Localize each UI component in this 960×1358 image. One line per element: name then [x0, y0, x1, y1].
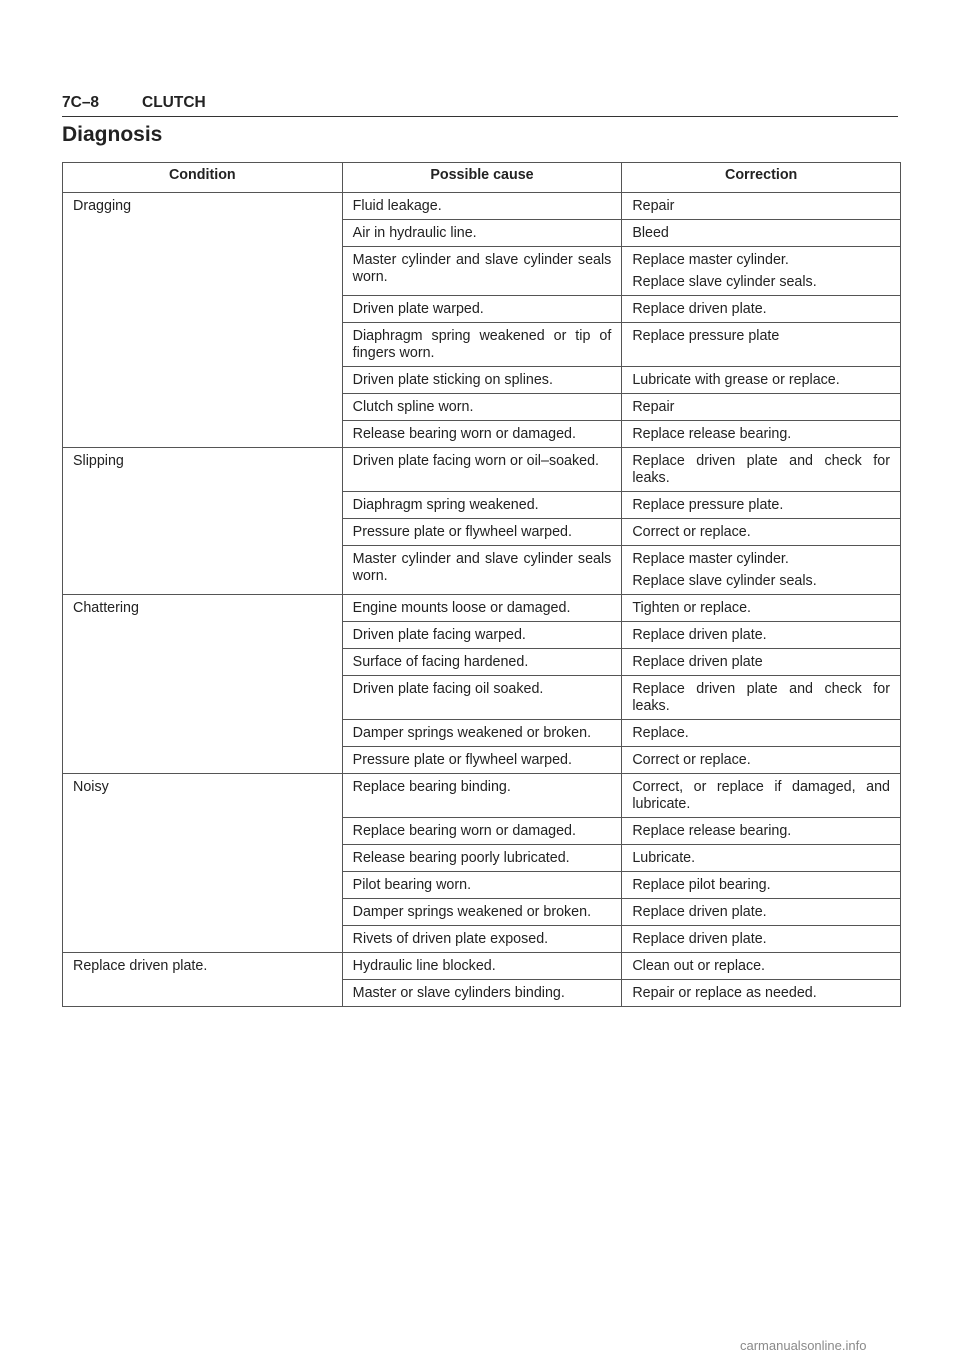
- correction-cell: [622, 720, 901, 747]
- correction-cell: [622, 980, 901, 1007]
- correction-line: Replace driven plate.: [632, 931, 767, 947]
- correction-cell: [622, 323, 901, 367]
- correction-cell: [622, 845, 901, 872]
- correction-cell: [622, 492, 901, 519]
- condition-cell: Replace driven plate.: [63, 953, 343, 1007]
- cause-cell: Pressure plate or flywheel warped.: [342, 519, 622, 546]
- correction-cell: [622, 899, 901, 926]
- cause-cell: Damper springs weakened or broken.: [342, 720, 622, 747]
- correction-line: Replace pilot bearing.: [632, 877, 771, 893]
- correction-line: Replace.: [632, 725, 689, 741]
- column-header-condition: Condition: [63, 163, 343, 193]
- correction-cell: [622, 622, 901, 649]
- correction-line: Replace release bearing.: [632, 823, 792, 839]
- cause-cell: Rivets of driven plate exposed.: [342, 926, 622, 953]
- correction-cell: [622, 546, 901, 595]
- cause-cell: Driven plate facing warped.: [342, 622, 622, 649]
- cause-cell: Master cylinder and slave cylinder seals worn.: [342, 546, 622, 595]
- correction-line: Clean out or replace.: [632, 958, 766, 974]
- condition-cell: Chattering: [63, 595, 343, 774]
- correction-cell: [622, 296, 901, 323]
- condition-cell: Dragging: [63, 193, 343, 448]
- cause-cell: Fluid leakage.: [342, 193, 622, 220]
- correction-cell: [622, 595, 901, 622]
- table-row: [63, 448, 901, 492]
- column-header-cause: Possible cause: [342, 163, 622, 193]
- correction-line: Replace pressure plate: [632, 328, 780, 344]
- correction-line: Replace driven plate.: [632, 627, 767, 643]
- correction-line: Lubricate with grease or replace.: [632, 372, 840, 388]
- watermark: carmanualsonline.info: [740, 1338, 867, 1353]
- cause-cell: Surface of facing hardened.: [342, 649, 622, 676]
- correction-line: Replace slave cylinder seals.: [632, 274, 817, 290]
- column-header-correction: Correction: [622, 163, 901, 193]
- correction-cell: [622, 519, 901, 546]
- correction-line: Correct, or replace if damaged, and lubricate.: [632, 779, 890, 812]
- correction-line: Replace driven plate and check for leaks.: [632, 681, 890, 714]
- condition-cell: Noisy: [63, 774, 343, 953]
- cause-cell: Diaphragm spring weakened or tip of fingers worn.: [342, 323, 622, 367]
- correction-line: Tighten or replace.: [632, 600, 751, 616]
- table-row: [63, 193, 901, 220]
- cause-cell: Driven plate facing worn or oil–soaked.: [342, 448, 622, 492]
- cause-cell: Pilot bearing worn.: [342, 872, 622, 899]
- correction-cell: [622, 367, 901, 394]
- table-row: [63, 595, 901, 622]
- cause-cell: Air in hydraulic line.: [342, 220, 622, 247]
- table-row: [63, 953, 901, 980]
- correction-cell: [622, 818, 901, 845]
- cause-cell: Driven plate warped.: [342, 296, 622, 323]
- cause-cell: Diaphragm spring weakened.: [342, 492, 622, 519]
- cause-cell: Replace bearing worn or damaged.: [342, 818, 622, 845]
- table-header-row: [63, 163, 901, 193]
- correction-line: Lubricate.: [632, 850, 696, 866]
- correction-cell: [622, 193, 901, 220]
- correction-line: Bleed: [632, 225, 669, 241]
- correction-cell: [622, 676, 901, 720]
- cause-cell: Driven plate facing oil soaked.: [342, 676, 622, 720]
- cause-cell: Clutch spline worn.: [342, 394, 622, 421]
- correction-line: Correct or replace.: [632, 752, 751, 768]
- cause-cell: Hydraulic line blocked.: [342, 953, 622, 980]
- correction-line: Replace driven plate.: [632, 904, 767, 920]
- correction-line: Replace driven plate: [632, 654, 763, 670]
- condition-cell: Slipping: [63, 448, 343, 595]
- correction-cell: [622, 220, 901, 247]
- correction-cell: [622, 926, 901, 953]
- correction-line: Replace driven plate.: [632, 301, 767, 317]
- correction-cell: [622, 872, 901, 899]
- correction-line: Repair: [632, 399, 675, 415]
- correction-line: Replace master cylinder.: [632, 551, 789, 567]
- cause-cell: Master cylinder and slave cylinder seals worn.: [342, 247, 622, 296]
- correction-cell: [622, 649, 901, 676]
- correction-line: Replace master cylinder.: [632, 252, 789, 268]
- cause-cell: Release bearing poorly lubricated.: [342, 845, 622, 872]
- cause-cell: Replace bearing binding.: [342, 774, 622, 818]
- page-header: [62, 92, 898, 117]
- cause-cell: Engine mounts loose or damaged.: [342, 595, 622, 622]
- correction-line: Replace release bearing.: [632, 426, 792, 442]
- correction-cell: [622, 448, 901, 492]
- page-number: 7C–8: [62, 94, 100, 111]
- correction-cell: [622, 747, 901, 774]
- cause-cell: Release bearing worn or damaged.: [342, 421, 622, 448]
- correction-line: Correct or replace.: [632, 524, 751, 540]
- correction-line: Replace driven plate and check for leaks.: [632, 453, 890, 486]
- correction-cell: [622, 247, 901, 296]
- correction-cell: [622, 774, 901, 818]
- cause-cell: Damper springs weakened or broken.: [342, 899, 622, 926]
- cause-cell: Master or slave cylinders binding.: [342, 980, 622, 1007]
- cause-cell: Driven plate sticking on splines.: [342, 367, 622, 394]
- correction-line: Replace pressure plate.: [632, 497, 784, 513]
- correction-line: Replace slave cylinder seals.: [632, 573, 817, 589]
- correction-cell: [622, 394, 901, 421]
- correction-cell: [622, 421, 901, 448]
- page-title: Diagnosis: [62, 123, 163, 146]
- diagnosis-table: [62, 162, 901, 1007]
- correction-cell: [622, 953, 901, 980]
- correction-line: Repair or replace as needed.: [632, 985, 817, 1001]
- correction-line: Repair: [632, 198, 675, 214]
- table-body: [63, 193, 901, 1007]
- table-row: [63, 774, 901, 818]
- cause-cell: Pressure plate or flywheel warped.: [342, 747, 622, 774]
- section-title: CLUTCH: [142, 94, 206, 111]
